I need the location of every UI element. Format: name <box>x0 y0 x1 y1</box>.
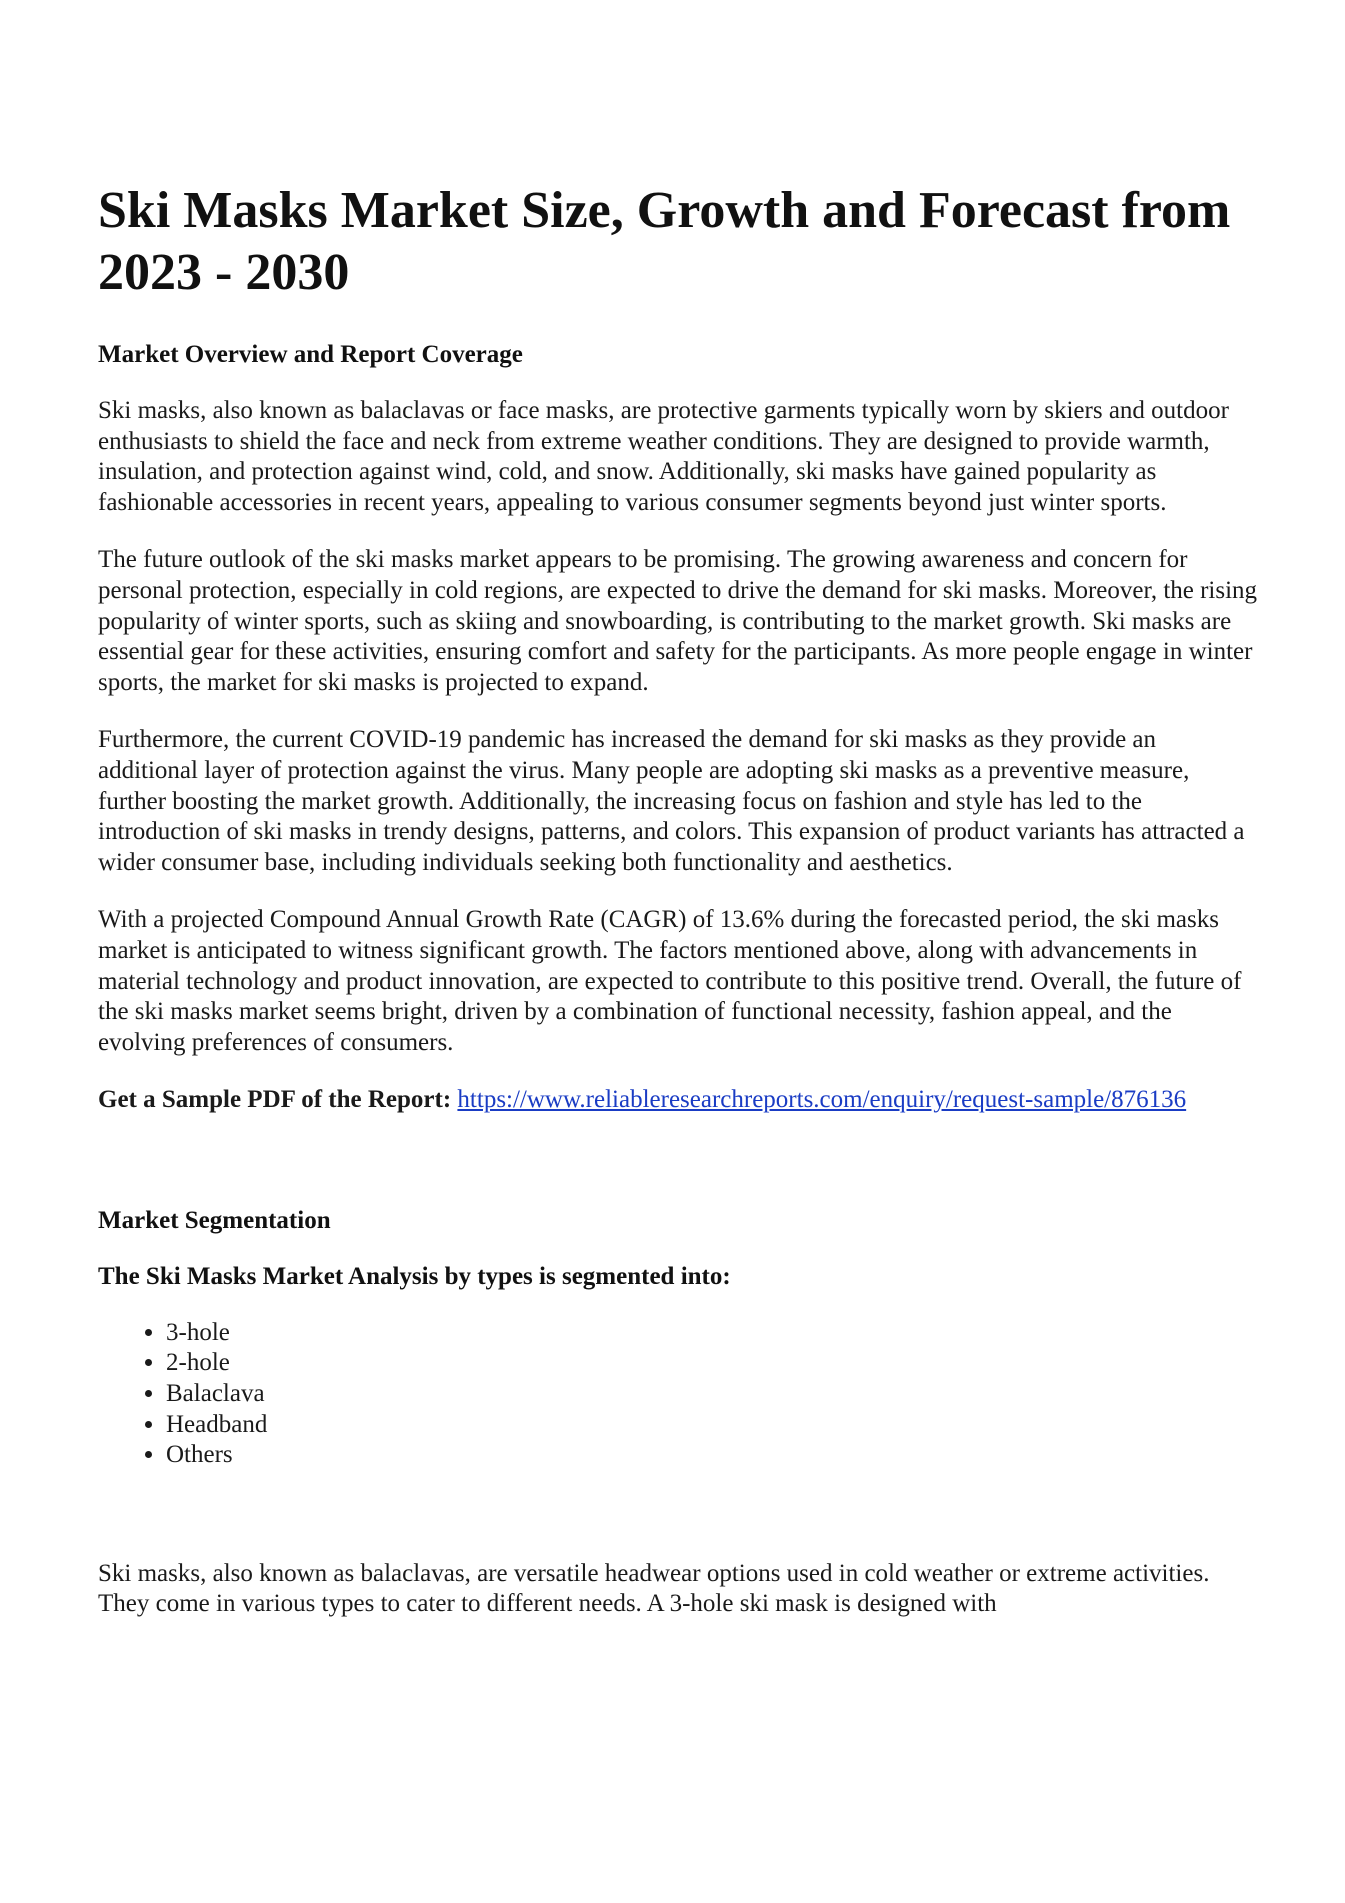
sample-pdf-line <box>98 1085 1258 1116</box>
overview-paragraph-3: Furthermore, the current COVID-19 pandemic has increased the demand for ski masks as they provide an additional layer of protection against the virus. Many people are adopting ski masks as a preventive measure, further boosting the market growth. Additionally, the increasing focus on fashion and style has led to the introduction of ski masks in trendy designs, patterns, and colors. This expansion of product variants has attracted a wider consumer base, including individuals seeking both functionality and aesthetics. <box>98 726 1245 876</box>
types-heading: The Ski Masks Market Analysis by types is segmented into: <box>98 1262 731 1290</box>
list-item: • Headband <box>166 1410 1258 1441</box>
list-item: • 3-hole <box>166 1318 1258 1349</box>
overview-paragraph-2: The future outlook of the ski masks market appears to be promising. The growing awareness and concern for personal protection, especially in cold regions, are expected to drive the demand for ski masks. Moreover, the rising popularity of winter sports, such as skiing and snowboarding, is contributing to the market growth. Ski masks are essential gear for these activities, ensuring comfort and safety for the participants. As more people engage in winter sports, the market for ski masks is projected to expand. <box>98 546 1258 696</box>
page-title: Ski Masks Market Size, Growth and Forecast from 2023 - 2030 <box>98 182 1231 301</box>
list-item: • Balaclava <box>166 1379 1258 1410</box>
list-item: • Others <box>166 1440 1258 1471</box>
overview-heading: Market Overview and Report Coverage <box>98 341 523 368</box>
sample-pdf-label: Get a Sample PDF of the Report: <box>98 1086 452 1114</box>
types-list <box>98 1318 1258 1471</box>
sample-pdf-link[interactable]: https://www.reliableresearchreports.com/enquiry/request-sample/876136 <box>457 1086 1187 1114</box>
overview-paragraph-1: Ski masks, also known as balaclavas or face masks, are protective garments typically worn by skiers and outdoor enthusiasts to shield the face and neck from extreme weather conditions. They are designed to provide warmth, insulation, and protection against wind, cold, and snow. Additionally, ski masks have gained popularity as fashionable accessories in recent years, appealing to various consumer segments beyond just winter sports. <box>98 397 1229 516</box>
document-page <box>98 180 1258 1647</box>
list-item: • 2-hole <box>166 1348 1258 1379</box>
overview-paragraph-4: With a projected Compound Annual Growth Rate (CAGR) of 13.6% during the forecasted period, the ski masks market is anticipated to witness significant growth. The factors mentioned above, along with advancements in material technology and product innovation, are expected to contribute to this positive trend. Overall, the future of the ski masks market seems bright, driven by a combination of functional necessity, fashion appeal, and the evolving preferences of consumers. <box>98 906 1242 1056</box>
segmentation-heading: Market Segmentation <box>98 1206 331 1234</box>
closing-paragraph: Ski masks, also known as balaclavas, are versatile headwear options used in cold weather or extreme activities. They come in various types to cater to different needs. A 3-hole ski mask is designed with <box>98 1559 1210 1618</box>
